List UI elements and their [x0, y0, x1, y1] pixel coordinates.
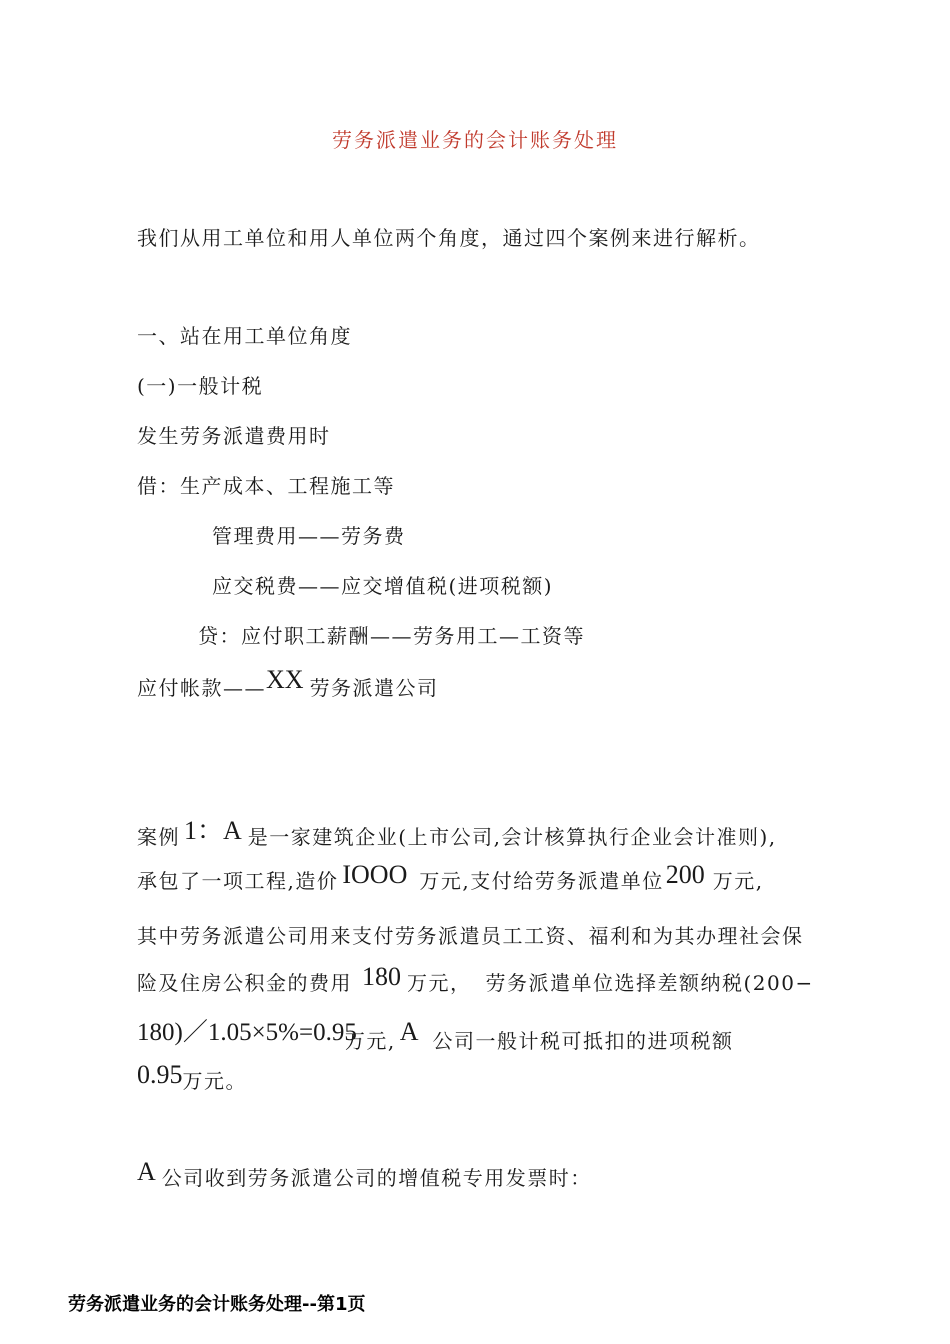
case1-line-3: 其中劳务派遣公司用来支付劳务派遣员工工资、福利和为其办理社会保: [137, 924, 804, 948]
case1-line-6: [137, 1060, 247, 1093]
intro-paragraph: 我们从用工单位和用人单位两个角度，通过四个案例来进行解析。: [137, 226, 761, 250]
payable-prefix: 应付帐款——: [137, 676, 266, 700]
case1-line-5: [137, 1012, 734, 1053]
payable-xx: XX: [266, 665, 304, 694]
case1-text-5b: 万元,: [344, 1029, 396, 1053]
subsection-heading: (一)一般计税: [137, 374, 264, 398]
receipt-text: 公司收到劳务派遣公司的增值税专用发票时：: [161, 1166, 592, 1190]
mgmt-expense-entry: 管理费用——劳务费: [212, 524, 406, 548]
company-a: A: [399, 1017, 419, 1046]
case1-text-5d: 公司一般计税可抵扣的进项税额: [432, 1029, 734, 1053]
page-footer: 劳务派遣业务的会计账务处理--第1页: [68, 1294, 366, 1315]
case1-line-1: [137, 810, 777, 847]
cost-value: IOOO: [342, 860, 408, 889]
debit-entry: 借：生产成本、工程施工等: [137, 474, 395, 498]
input-tax-value: 0.95: [137, 1060, 183, 1089]
case1-text-2a: 承包了一项工程,造价: [137, 869, 339, 893]
case1-text-2c: 万元,支付给劳务派遣单位: [419, 869, 664, 893]
case1-text-1: 是一家建筑企业(上市公司,会计核算执行企业会计准则),: [247, 825, 777, 849]
event-line: 发生劳务派遣费用时: [137, 424, 331, 448]
case1-text-4a: 险及住房公积金的费用: [137, 971, 352, 995]
credit-entry: 贷：应付职工薪酬——劳务用工—工资等: [198, 624, 585, 648]
case1-text-4c: 万元，: [407, 971, 472, 995]
payable-suffix: 劳务派遣公司: [309, 676, 439, 700]
receipt-company-a: A: [137, 1157, 156, 1186]
case1-text-2e: 万元,: [712, 869, 764, 893]
payment-value: 200: [665, 860, 705, 889]
case1-text-6b: 万元。: [182, 1069, 247, 1093]
case1-text-4d: 劳务派遣单位选择差额纳税(200−: [485, 971, 814, 995]
formula: 180)／1.05×5%=0.95: [137, 1019, 357, 1046]
case1-line-4: [137, 962, 814, 995]
section-heading: 一、站在用工单位角度: [137, 324, 352, 348]
receipt-line: [137, 1157, 592, 1190]
payable-entry: [137, 665, 439, 700]
case-number: 1：A: [184, 816, 242, 845]
tax-entry: 应交税费——应交增值税(进项税额): [212, 574, 554, 598]
fee-value: 180: [362, 962, 401, 991]
case1-line-2: [137, 860, 764, 893]
case-label: 案例: [137, 825, 180, 849]
document-title: 劳务派遣业务的会计账务处理: [332, 128, 618, 152]
